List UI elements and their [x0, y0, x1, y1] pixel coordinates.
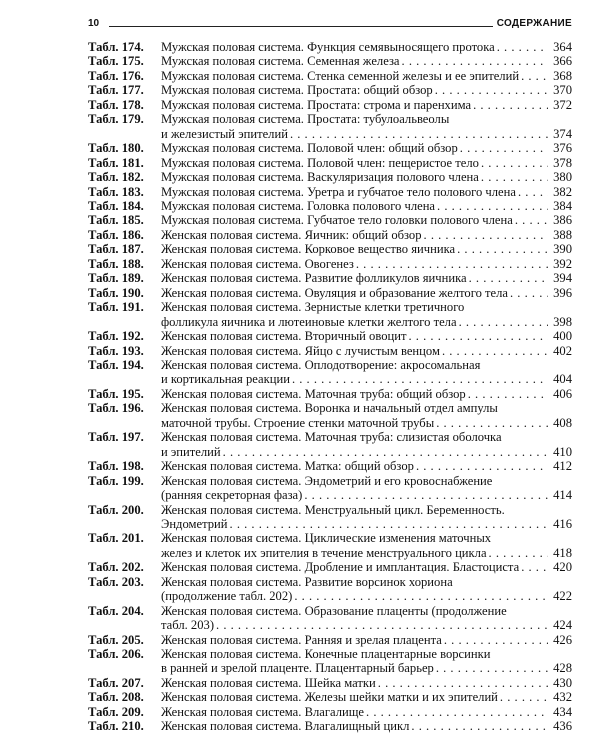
dot-leader [378, 676, 548, 690]
toc-entry [88, 83, 572, 97]
toc-page-number: 428 [553, 661, 572, 676]
toc-entry-title: Мужская половая система. Васкуляризация полового члена [161, 170, 479, 185]
toc-page-number: 430 [553, 675, 572, 690]
toc-entry-label: Табл. 195. [88, 386, 144, 401]
toc-entry-line [161, 372, 572, 386]
toc-entry-line [161, 560, 572, 574]
dot-leader [294, 589, 548, 603]
toc-entry-label: Табл. 190. [88, 285, 144, 300]
toc-entry [88, 257, 572, 271]
dot-leader [223, 445, 548, 459]
toc-entry [88, 199, 572, 213]
toc-entry-label: Табл. 198. [88, 459, 144, 474]
toc-page-number: 368 [553, 68, 572, 83]
toc-entry-label: Табл. 192. [88, 329, 144, 344]
toc-entry-line [161, 329, 572, 343]
toc-entry-line [161, 401, 572, 415]
toc-entry-body [161, 185, 572, 199]
toc-entry-line [161, 228, 572, 242]
toc-entry-line [161, 531, 572, 545]
toc-entry [88, 228, 572, 242]
toc-entry-line [161, 271, 572, 285]
toc-entry [88, 459, 572, 473]
toc-entry-title: Женская половая система. Развитие фолликулов яичника [161, 271, 467, 286]
toc-entry-label: Табл. 208. [88, 690, 144, 705]
toc-entry [88, 690, 572, 704]
toc-entry-title: Женская половая система. Эндометрий и его кровоснабжение [161, 473, 493, 488]
toc-entry-line [161, 315, 572, 329]
toc-entry-line [161, 546, 572, 560]
toc-entry-title: и железистый эпителий [161, 126, 288, 141]
toc-entry-label: Табл. 176. [88, 68, 144, 83]
toc-entry-title: Эндометрий [161, 516, 228, 531]
header-rule [109, 26, 493, 27]
toc-entry-title: Женская половая система. Яйцо с лучистым венцом [161, 343, 440, 358]
dot-leader [469, 271, 548, 285]
toc-entry [88, 242, 572, 256]
toc-entry-body [161, 54, 572, 68]
dot-leader [424, 228, 548, 242]
toc-entry-title: желез и клеток их эпителия в течение менструального цикла [161, 545, 487, 560]
dot-leader [481, 170, 548, 184]
toc-entry-title: в ранней и зрелой плаценте. Плацентарный барьер [161, 661, 434, 676]
toc-entry-title: Мужская половая система. Семенная железа [161, 54, 400, 69]
toc-entry-title: Мужская половая система. Половой член: пещеристое тело [161, 155, 479, 170]
toc-entry-line [161, 633, 572, 647]
toc-page-number: 372 [553, 97, 572, 112]
toc-entry-line [161, 257, 572, 271]
toc-entry-title: Женская половая система. Конечные плацентарные ворсинки [161, 647, 491, 662]
toc-entry-line [161, 358, 572, 372]
toc-entry-body [161, 647, 572, 676]
toc-entry-label: Табл. 188. [88, 256, 144, 271]
toc-page-number: 432 [553, 690, 572, 705]
toc-entry-label: Табл. 204. [88, 603, 144, 618]
toc-entry-title: Женская половая система. Маточная труба: общий обзор [161, 386, 466, 401]
toc-page-number: 366 [553, 54, 572, 69]
toc-entry-title: Мужская половая система. Губчатое тело головки полового члена [161, 213, 513, 228]
toc-entry-title: (ранняя секреторная фаза) [161, 488, 303, 503]
toc-page-number: 396 [553, 285, 572, 300]
toc-entry-body [161, 228, 572, 242]
toc-page-number: 376 [553, 141, 572, 156]
toc-entry-title: Женская половая система. Менструальный цикл. Беременность. [161, 502, 505, 517]
toc-entry-body [161, 358, 572, 387]
toc-entry-body [161, 271, 572, 285]
toc-page-number: 380 [553, 170, 572, 185]
toc-entry-title: Мужская половая система. Простата: общий обзор [161, 83, 433, 98]
toc-entry-label: Табл. 200. [88, 502, 144, 517]
toc-entry-label: Табл. 182. [88, 170, 144, 185]
toc-entry-line [161, 474, 572, 488]
toc-entry-body [161, 633, 572, 647]
toc-entry-label: Табл. 209. [88, 704, 144, 719]
dot-leader [515, 213, 548, 227]
toc-entry-body [161, 705, 572, 719]
toc-page-number: 418 [553, 545, 572, 560]
toc-entry-title: Женская половая система. Дробление и имплантация. Бластоциста [161, 560, 520, 575]
toc-entry-label: Табл. 201. [88, 531, 144, 546]
toc-entry-title: Женская половая система. Влагалищный цикл [161, 719, 410, 734]
toc-entry-line [161, 242, 572, 256]
toc-entry-body [161, 474, 572, 503]
toc-entry-title: Мужская половая система. Стенка семенной железы и ее эпителий [161, 68, 520, 83]
toc-entry-line [161, 112, 572, 126]
toc-entry-label: Табл. 207. [88, 675, 144, 690]
toc-entry-line [161, 676, 572, 690]
toc-entry [88, 300, 572, 329]
toc-entry-body [161, 387, 572, 401]
toc-entry-body [161, 257, 572, 271]
toc-entry [88, 719, 572, 733]
toc-entry-title: Женская половая система. Матка: общий обзор [161, 459, 414, 474]
toc-entry-title: Женская половая система. Вторичный овоцит [161, 329, 407, 344]
dot-leader [216, 618, 548, 632]
toc-page-number: 364 [553, 40, 572, 54]
dot-leader [416, 459, 548, 473]
toc-entry-body [161, 69, 572, 83]
toc-entry-line [161, 40, 572, 54]
toc-entry-line [161, 300, 572, 314]
dot-leader [442, 344, 548, 358]
toc-entry-line [161, 170, 572, 184]
toc-entry-label: Табл. 191. [88, 300, 144, 315]
toc-page-number: 436 [553, 719, 572, 734]
toc-entry-body [161, 719, 572, 733]
toc-entry-label: Табл. 196. [88, 401, 144, 416]
dot-leader [510, 286, 548, 300]
toc-entry-line [161, 517, 572, 531]
toc-entry-title: Женская половая система. Железы шейки матки и их эпителий [161, 690, 498, 705]
dot-leader [402, 54, 548, 68]
toc-entry-body [161, 531, 572, 560]
toc-entry-body [161, 141, 572, 155]
toc-entry [88, 170, 572, 184]
toc-entry [88, 358, 572, 387]
toc-entry-line [161, 604, 572, 618]
toc-page-number: 414 [553, 488, 572, 503]
toc-entry-label: Табл. 178. [88, 97, 144, 112]
toc-page-number: 410 [553, 444, 572, 459]
dot-leader [500, 690, 548, 704]
toc-entry-body [161, 503, 572, 532]
toc-entry-line [161, 705, 572, 719]
toc-entry-body [161, 242, 572, 256]
dot-leader [230, 517, 548, 531]
dot-leader [473, 98, 548, 112]
toc-entry-body [161, 98, 572, 112]
toc-entry-line [161, 430, 572, 444]
toc-page-number: 420 [553, 560, 572, 575]
toc-entry [88, 560, 572, 574]
toc-entry-title: табл. 203) [161, 618, 215, 633]
toc-entry-line [161, 54, 572, 68]
toc-entry [88, 387, 572, 401]
toc-entry-title: Мужская половая система. Головка полового члена [161, 198, 436, 213]
toc-page-number: 402 [553, 343, 572, 358]
dot-leader [521, 560, 548, 574]
toc-entry-label: Табл. 194. [88, 357, 144, 372]
toc-entry-title: Мужская половая система. Половой член: общий обзор [161, 141, 458, 156]
toc-entry [88, 575, 572, 604]
toc-entry [88, 705, 572, 719]
toc-entry-line [161, 141, 572, 155]
toc-entry [88, 604, 572, 633]
toc-entry-label: Табл. 183. [88, 184, 144, 199]
toc-page-number: 398 [553, 314, 572, 329]
toc-entry-label: Табл. 206. [88, 647, 144, 662]
toc-page-number: 434 [553, 704, 572, 719]
toc-entry-body [161, 459, 572, 473]
dot-leader [444, 633, 548, 647]
dot-leader [409, 329, 549, 343]
toc-entry-title: и эпителий [161, 444, 221, 459]
dot-leader [481, 156, 548, 170]
toc-entry [88, 213, 572, 227]
toc-entry [88, 503, 572, 532]
toc-entry-line [161, 286, 572, 300]
toc-entry-body [161, 401, 572, 430]
running-header [88, 13, 572, 29]
toc-entry-line [161, 661, 572, 675]
toc-entry-line [161, 98, 572, 112]
toc-entry-body [161, 286, 572, 300]
toc-entry-label: Табл. 180. [88, 141, 144, 156]
toc-entry-title: фолликула яичника и лютеиновые клетки желтого тела [161, 314, 457, 329]
toc-entry [88, 69, 572, 83]
toc-entry-body [161, 575, 572, 604]
toc-entry [88, 474, 572, 503]
toc-entry [88, 676, 572, 690]
toc-entry [88, 344, 572, 358]
toc-entry-line [161, 344, 572, 358]
toc-entry-line [161, 589, 572, 603]
toc-entry-label: Табл. 181. [88, 155, 144, 170]
toc-entry-body [161, 83, 572, 97]
toc-entry [88, 401, 572, 430]
toc-entry-body [161, 213, 572, 227]
toc-entry-line [161, 416, 572, 430]
toc-entry-line [161, 690, 572, 704]
toc-entry-label: Табл. 179. [88, 112, 144, 127]
toc-entry-label: Табл. 197. [88, 430, 144, 445]
toc-page-number: 406 [553, 386, 572, 401]
page-number: 10 [88, 18, 100, 29]
toc-entry-label: Табл. 203. [88, 574, 144, 589]
toc-entry-title: Мужская половая система. Простата: строма и паренхима [161, 97, 472, 112]
toc-entry [88, 633, 572, 647]
toc-entry [88, 112, 572, 141]
toc-entry-line [161, 503, 572, 517]
toc-entry-label: Табл. 185. [88, 213, 144, 228]
toc-page-number: 404 [553, 372, 572, 387]
toc-entry-body [161, 40, 572, 54]
toc-entry-label: Табл. 210. [88, 719, 144, 734]
toc-entry-label: Табл. 177. [88, 83, 144, 98]
toc-entry-title: Женская половая система. Яичник: общий обзор [161, 227, 422, 242]
toc-entry-title: (продолжение табл. 202) [161, 589, 293, 604]
toc-entry-label: Табл. 189. [88, 271, 144, 286]
toc-page-number: 390 [553, 242, 572, 257]
toc-entry [88, 40, 572, 54]
toc-entry-line [161, 488, 572, 502]
dot-leader [356, 257, 548, 271]
toc-page-number: 378 [553, 155, 572, 170]
toc-entry-body [161, 344, 572, 358]
toc-entry-body [161, 300, 572, 329]
toc-entry-line [161, 156, 572, 170]
toc-entry [88, 54, 572, 68]
toc-entry [88, 156, 572, 170]
toc-entry [88, 185, 572, 199]
toc-page-number: 382 [553, 184, 572, 199]
toc-entry-title: Женская половая система. Шейка матки [161, 675, 376, 690]
toc-entry-title: Женская половая система. Влагалище [161, 704, 365, 719]
toc-entry-label: Табл. 186. [88, 227, 144, 242]
toc-entry-line [161, 83, 572, 97]
toc-entry-line [161, 213, 572, 227]
dot-leader [468, 387, 548, 401]
toc-page-number: 412 [553, 459, 572, 474]
toc-entry-label: Табл. 174. [88, 40, 144, 54]
toc-entry-title: Женская половая система. Маточная труба: слизистая оболочка [161, 430, 502, 445]
dot-leader [518, 185, 548, 199]
toc-page-number: 422 [553, 589, 572, 604]
toc-page-number: 426 [553, 632, 572, 647]
toc-entry [88, 329, 572, 343]
toc-entry-line [161, 647, 572, 661]
toc-entry-body [161, 560, 572, 574]
dot-leader [497, 40, 548, 54]
dot-leader [457, 242, 548, 256]
toc-entry-title: Женская половая система. Овогенез [161, 256, 354, 271]
toc-entry-line [161, 575, 572, 589]
toc-entry-line [161, 459, 572, 473]
toc-entry-title: Женская половая система. Воронка и начальный отдел ампулы [161, 401, 498, 416]
toc-entry-line [161, 185, 572, 199]
toc-entry-title: Женская половая система. Циклические изменения маточных [161, 531, 492, 546]
toc-entry [88, 647, 572, 676]
toc-entry-title: Мужская половая система. Уретра и губчатое тело полового члена [161, 184, 516, 199]
toc-entry-body [161, 329, 572, 343]
toc-entry-label: Табл. 184. [88, 198, 144, 213]
dot-leader [290, 127, 548, 141]
table-of-contents [88, 40, 572, 734]
toc-entry-body [161, 676, 572, 690]
dot-leader [435, 83, 548, 97]
toc-page-number: 400 [553, 329, 572, 344]
toc-page-number: 388 [553, 227, 572, 242]
dot-leader [489, 546, 548, 560]
dot-leader [459, 315, 548, 329]
toc-page-number: 374 [553, 126, 572, 141]
toc-entry-title: Женская половая система. Ранняя и зрелая плацента [161, 632, 442, 647]
toc-entry-title: Женская половая система. Зернистые клетки третичного [161, 300, 465, 315]
toc-entry-title: Мужская половая система. Простата: тубулоальвеолы [161, 112, 450, 127]
toc-page-number: 370 [553, 83, 572, 98]
toc-entry-label: Табл. 193. [88, 343, 144, 358]
toc-entry-label: Табл. 199. [88, 473, 144, 488]
toc-page-number: 392 [553, 256, 572, 271]
toc-entry-line [161, 445, 572, 459]
toc-entry-label: Табл. 205. [88, 632, 144, 647]
toc-entry-line [161, 69, 572, 83]
toc-entry-body [161, 690, 572, 704]
dot-leader [304, 488, 548, 502]
dot-leader [521, 69, 548, 83]
toc-entry-title: маточной трубы. Строение стенки маточной трубы [161, 415, 435, 430]
toc-page-number: 384 [553, 198, 572, 213]
dot-leader [411, 719, 548, 733]
toc-entry-title: Женская половая система. Корковое вещество яичника [161, 242, 456, 257]
toc-entry [88, 98, 572, 112]
toc-entry-label: Табл. 202. [88, 560, 144, 575]
toc-page-number: 408 [553, 415, 572, 430]
toc-entry-line [161, 719, 572, 733]
toc-page-number: 424 [553, 618, 572, 633]
toc-entry-title: Женская половая система. Образование плаценты (продолжение [161, 603, 507, 618]
toc-entry [88, 271, 572, 285]
toc-entry-title: и кортикальная реакции [161, 372, 290, 387]
toc-entry-body [161, 170, 572, 184]
toc-entry-title: Мужская половая система. Функция семявыносящего протока [161, 40, 495, 54]
toc-entry-body [161, 112, 572, 141]
toc-entry-label: Табл. 175. [88, 54, 144, 69]
toc-entry-line [161, 199, 572, 213]
toc-entry-title: Женская половая система. Развитие ворсинок хориона [161, 574, 453, 589]
toc-entry [88, 430, 572, 459]
toc-page-number: 394 [553, 271, 572, 286]
toc-entry-body [161, 430, 572, 459]
section-title: СОДЕРЖАНИЕ [496, 18, 572, 29]
toc-entry-title: Женская половая система. Овуляция и образование желтого тела [161, 285, 508, 300]
dot-leader [460, 141, 548, 155]
dot-leader [436, 416, 548, 430]
toc-entry-body [161, 156, 572, 170]
toc-page-number: 386 [553, 213, 572, 228]
toc-entry-title: Женская половая система. Оплодотворение: акросомальная [161, 357, 481, 372]
toc-entry-body [161, 604, 572, 633]
toc-entry-line [161, 618, 572, 632]
dot-leader [436, 661, 548, 675]
toc-page-number: 416 [553, 516, 572, 531]
toc-entry [88, 286, 572, 300]
toc-entry-line [161, 127, 572, 141]
dot-leader [292, 372, 548, 386]
dot-leader [366, 705, 548, 719]
toc-entry-body [161, 199, 572, 213]
toc-entry [88, 531, 572, 560]
toc-entry-line [161, 387, 572, 401]
dot-leader [437, 199, 548, 213]
toc-entry-label: Табл. 187. [88, 242, 144, 257]
toc-entry [88, 141, 572, 155]
